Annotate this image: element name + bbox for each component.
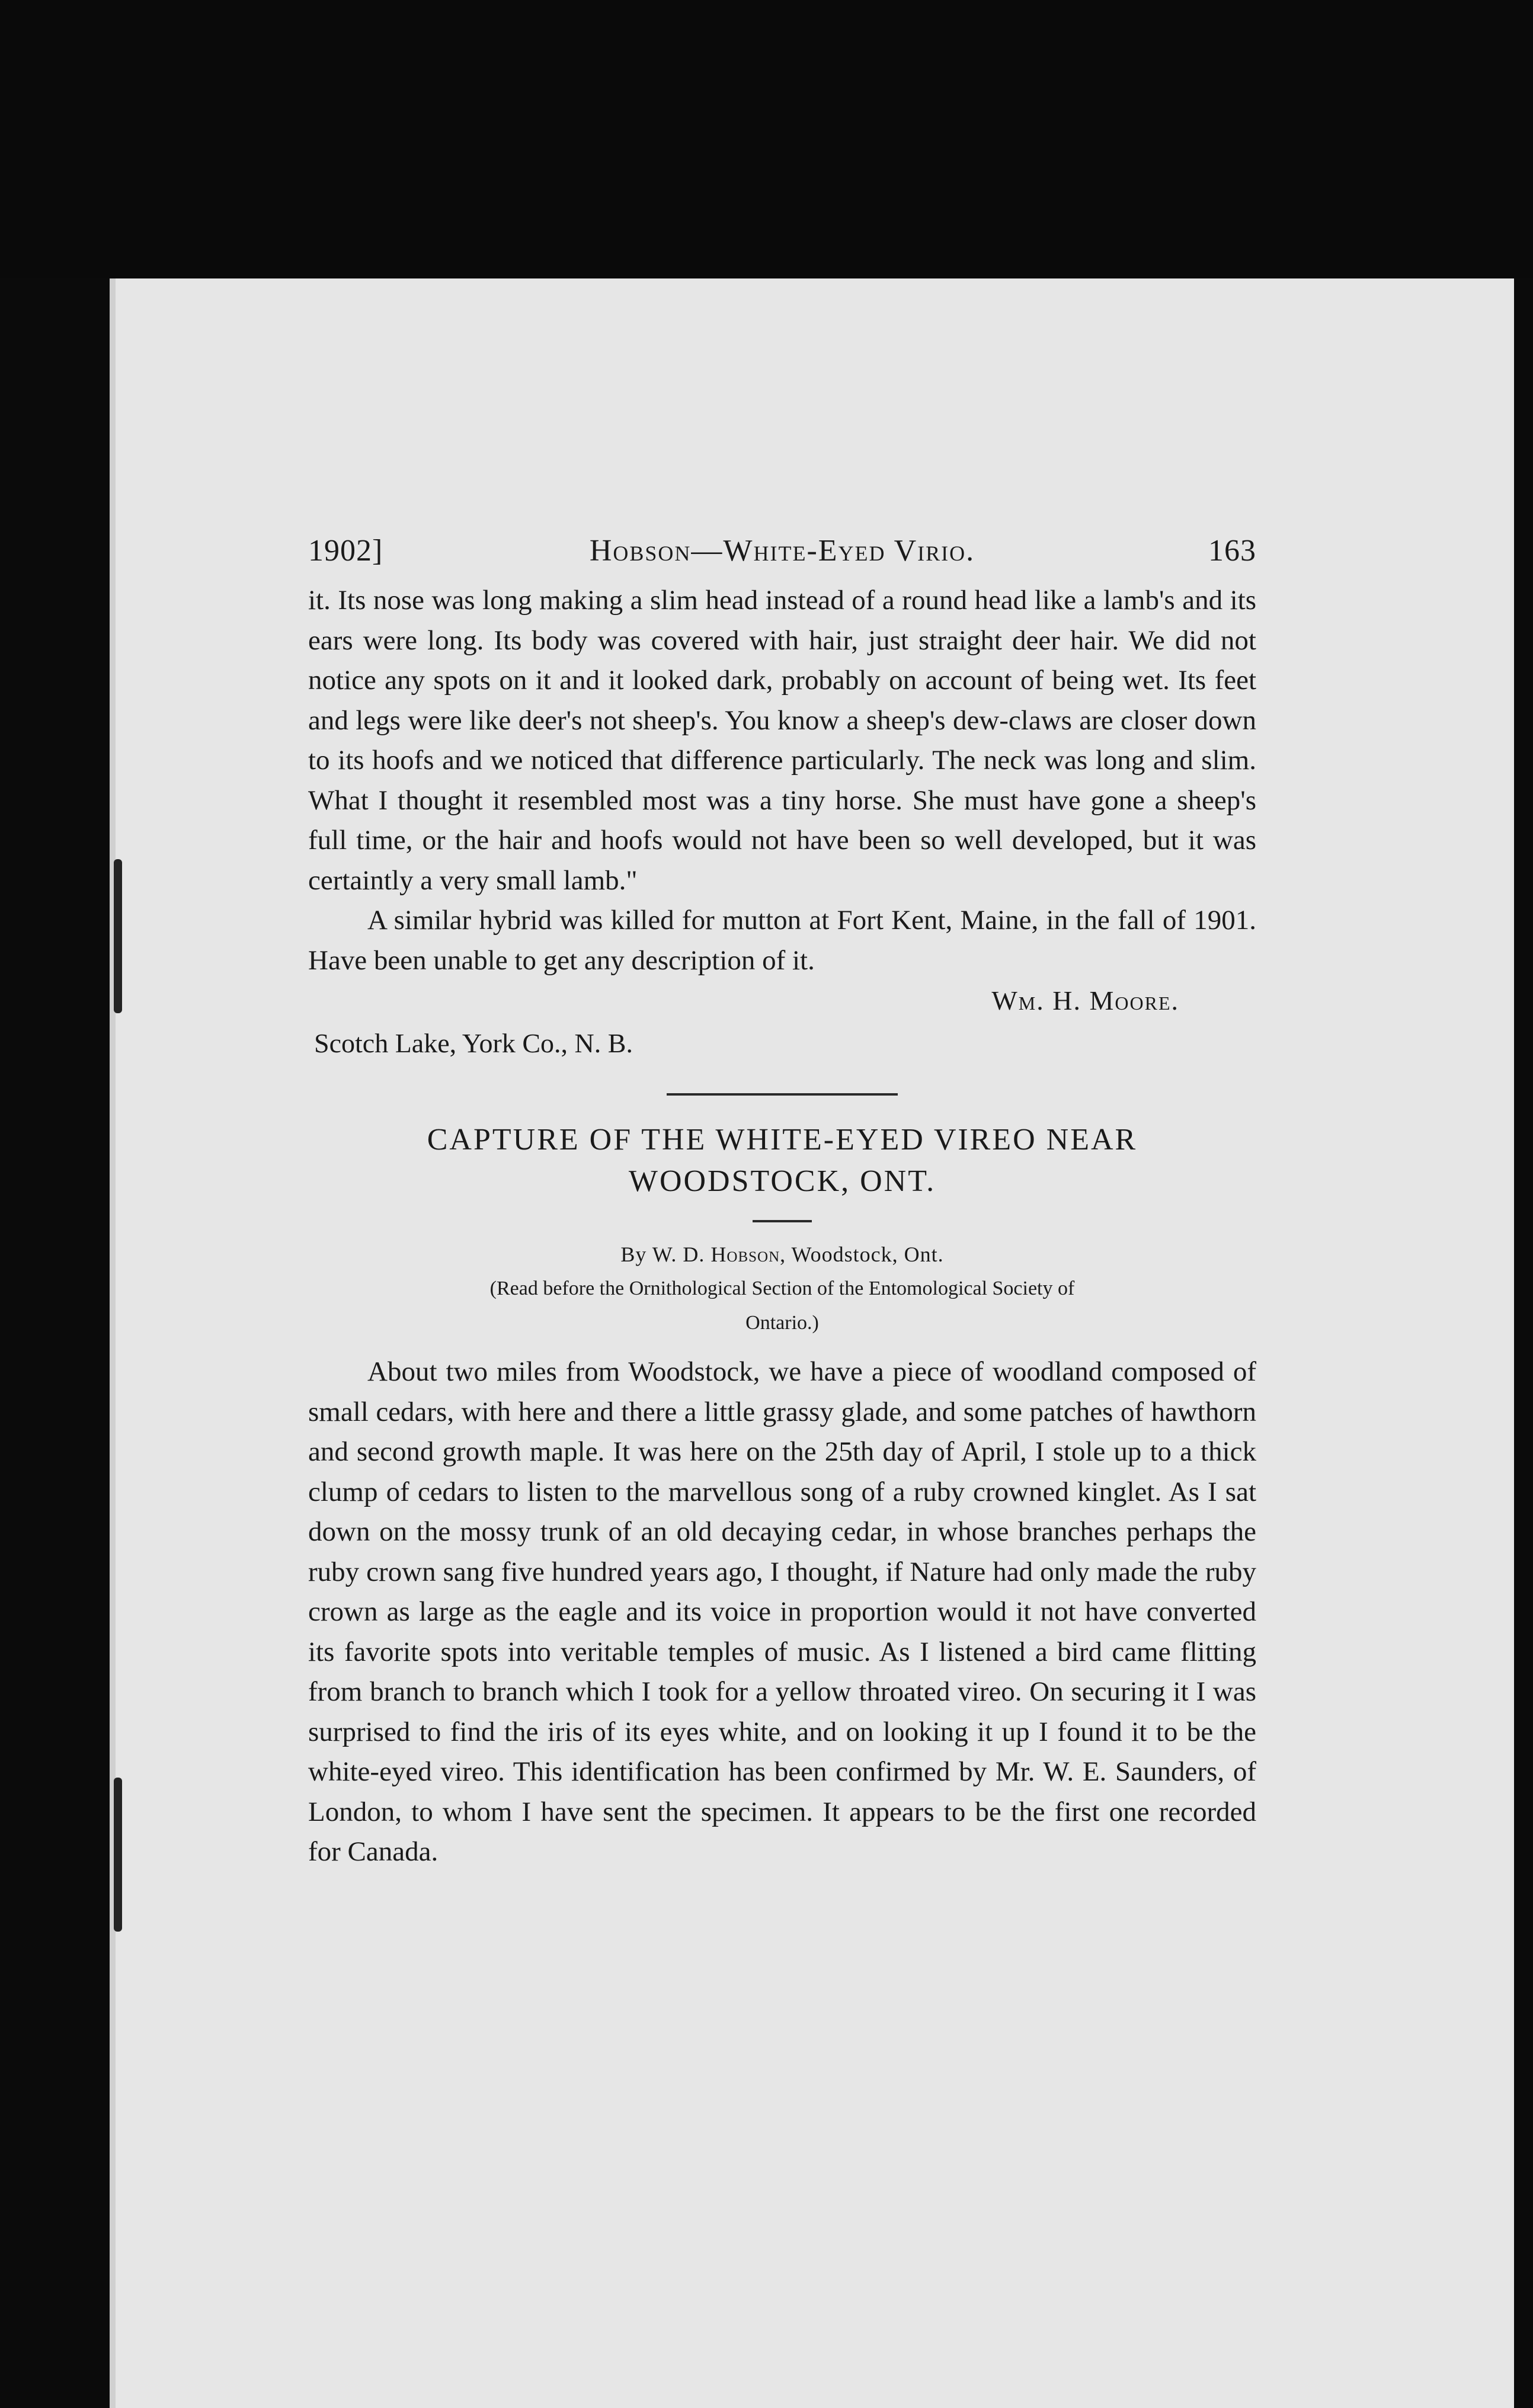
page-number: 163: [1208, 534, 1256, 568]
scanner-background: [0, 0, 1533, 278]
article-byline: [308, 1237, 1256, 1272]
page-content: [308, 533, 1256, 1872]
binding-clip-top: [114, 859, 122, 1013]
letter-location: Scotch Lake, York Co., N. B.: [314, 1028, 633, 1058]
header-year: 1902]: [308, 534, 383, 568]
page-gutter: [110, 278, 116, 2408]
letter-signature: Wm. H. Moore.: [991, 985, 1179, 1016]
note-line-2: Ontario.): [745, 1312, 819, 1334]
byline-prefix: By W. D.: [620, 1243, 705, 1266]
byline-author: Hobson,: [711, 1243, 786, 1266]
byline-place: Woodstock, Ont.: [791, 1243, 944, 1266]
letter-paragraph-2: A similar hybrid was killed for mutton at Fort Kent, Maine, in the fall of 1901. Have been unable to get any description of it.: [308, 905, 1256, 976]
running-head: [308, 533, 1256, 581]
article-title: [308, 1119, 1256, 1202]
article-title-line-2: WOODSTOCK, ONT.: [628, 1164, 936, 1198]
header-title: Hobson—White-Eyed Virio.: [589, 534, 975, 568]
article-title-line-1: CAPTURE OF THE WHITE-EYED VIREO NEAR: [427, 1123, 1138, 1157]
binding-clip-bottom: [114, 1778, 122, 1932]
article-note: [308, 1272, 1256, 1340]
article-body: About two miles from Woodstock, we have a piece of woodland composed of small cedars, with here and there a little grassy glade, and some patches of hawthorn and second growth maple. It was here on the 25th day of April, I stole up to a thick clump of cedars to listen to the marvellous song of a ruby crowned kinglet. As I sat down on the mossy trunk of an old decaying cedar, in whose branches perhaps the ruby crown sang five hundred years ago, I thought, if Nature had only made the ruby crown as large as the eagle and its voice in proportion would it not have converted its favorite spots into veritable temples of music. As I listened a bird came flitting from branch to branch which I took for a yellow throated vireo. On securing it I was surprised to find the iris of its eyes white, and on looking it up I found it to be the white-eyed vireo. This identification has been confirmed by Mr. W. E. Saunders, of London, to whom I have sent the specimen. It appears to be the first one recorded for Canada.: [308, 1356, 1256, 1867]
section-divider: [667, 1093, 898, 1096]
title-rule: [753, 1220, 812, 1222]
letter-paragraph-1: it. Its nose was long making a slim head instead of a round head like a lamb's and its ears were long. Its body was covered with hair, just straight deer hair. We did not notice any spots on it and it looked dark, probably on account of being wet. Its feet and legs were like deer's not sheep's. You know a sheep's dew-claws are closer down to its hoofs and we noticed that difference particularly. The neck was long and slim. What I thought it resembled most was a tiny horse. She must have gone a sheep's full time, or the hair and hoofs would not have been so well developed, but it was certaintly a very small lamb.": [308, 585, 1256, 896]
note-line-1: (Read before the Ornithological Section of the Entomological Society of: [489, 1277, 1075, 1299]
